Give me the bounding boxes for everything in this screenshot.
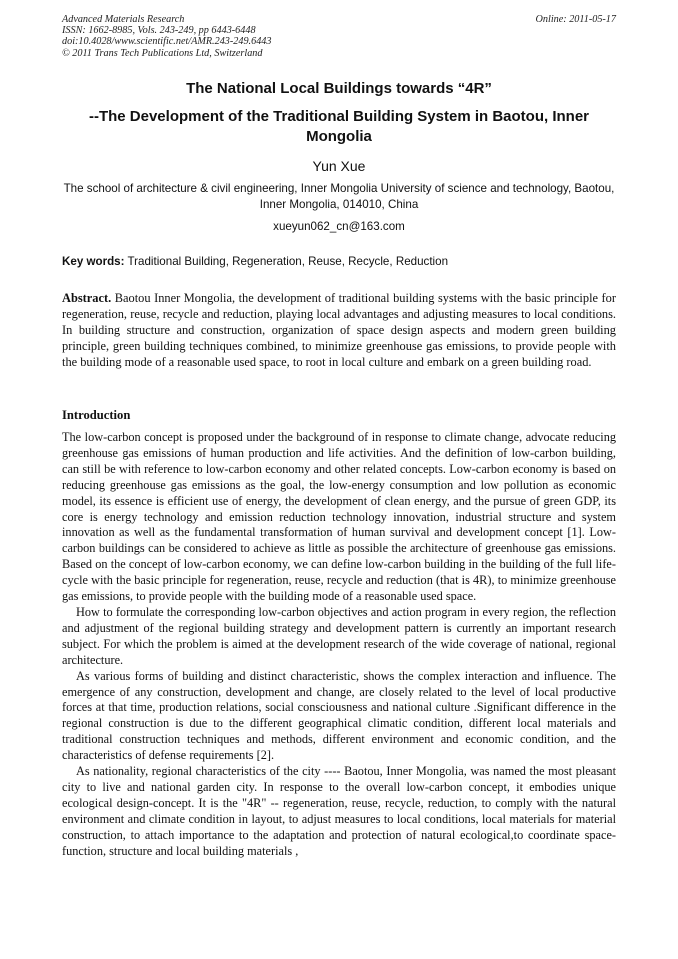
paper-title: The National Local Buildings towards “4R”	[186, 80, 492, 97]
author-name: Yun Xue	[312, 158, 366, 174]
body-paragraph: As various forms of building and distinct characteristic, shows the complex interaction and influence. The emergence of any construction, development and change, are closely related to the level of local productive forces at that time, production relations, social consciousness and national culture .Significant difference in the regional construction is due to the different geographical climatic condition, different local materials and traditional construction techniques and methods, different environment and economic condition, and the characteristics of defense requirements [2].	[62, 668, 616, 763]
keywords-label: Key words:	[62, 255, 125, 268]
journal-name: Advanced Materials Research	[62, 14, 185, 25]
doi-line: doi:10.4028/www.scientific.net/AMR.243-249.6443	[62, 36, 272, 48]
author-affiliation: The school of architecture & civil engineering, Inner Mongolia University of science and technology, Baotou, Inner Mongolia, 014010, China	[63, 182, 615, 211]
keywords	[62, 254, 618, 269]
body-paragraph: How to formulate the corresponding low-carbon objectives and action program in every region, the reflection and adjustment of the regional building strategy and development pattern is currently an important research subject. For which the problem is aimed at the development research of the wide coverage of national, regional architecture.	[62, 604, 616, 667]
issn-line: ISSN: 1662-8985, Vols. 243-249, pp 6443-6448	[62, 25, 256, 37]
keywords-text: Traditional Building, Regeneration, Reuse, Recycle, Reduction	[127, 255, 449, 268]
paper-subtitle: --The Development of the Traditional Building System in Baotou, Inner Mongolia	[88, 108, 590, 145]
author-email: xueyun062_cn@163.com	[273, 220, 405, 233]
abstract	[62, 291, 616, 371]
body-paragraph: As nationality, regional characteristics of the city ---- Baotou, Inner Mongolia, was named the most pleasant city to live and national garden city. In response to the overall low-carbon concept, it embodies unique ecological design-concept. It is the "4R" -- regeneration, reuse, recycle, reduction, to comply with the natural environment and climate condition in layout, to adjust measures to local conditions, local materials for material construction, to attach importance to the adaptation and protection of natural ecological,to coordinate space-function, structure and local building materials ,	[62, 764, 616, 858]
introduction-body	[62, 430, 616, 859]
body-paragraph: The low-carbon concept is proposed under the background of in response to climate change, advocate reducing greenhouse gas emissions of human production and life activities. And the definition of low-carbon building, can still be with reference to low-carbon economy and other related concepts. Low-carbon economy is based on reducing greenhouse gas emissions as the goal, the low-energy consumption and low pollution as economic model, its essence is efficient use of energy, the development of clean energy, and the pursue of green GDP, its core is energy technology and emission reduction technology innovation, industrial structure and system innovation as well as the fundamental transformation of human survival and development concept [1]. Low-carbon buildings can be considered to achieve as little as possible the architecture of greenhouse gas emissions. Based on the concept of low-carbon economy, we can define low-carbon building in the building of the full life-cycle with the basic principle for regeneration, reuse, recycle and reduction (that is 4R), to minimize greenhouse gas emissions, to provide people with the building mode of a reasonable used space.	[62, 430, 616, 604]
abstract-label: Abstract.	[62, 291, 112, 305]
copyright-line: © 2011 Trans Tech Publications Ltd, Switzerland	[62, 47, 263, 59]
journal-header	[62, 14, 616, 59]
online-date: Online: 2011-05-17	[535, 14, 616, 25]
section-heading-introduction: Introduction	[62, 408, 131, 422]
abstract-text: Baotou Inner Mongolia, the development of traditional building systems with the basic principle for regeneration, reuse, recycle and reduction, playing local advantages and adjusting measures to local conditions. In building structure and construction, organization of space design aspects and modern green building principle, green building techniques combined, to minimize greenhouse gas emissions, to provide people with the building mode of a reasonable used space, to root in local culture and embark on a green building road.	[62, 291, 616, 369]
